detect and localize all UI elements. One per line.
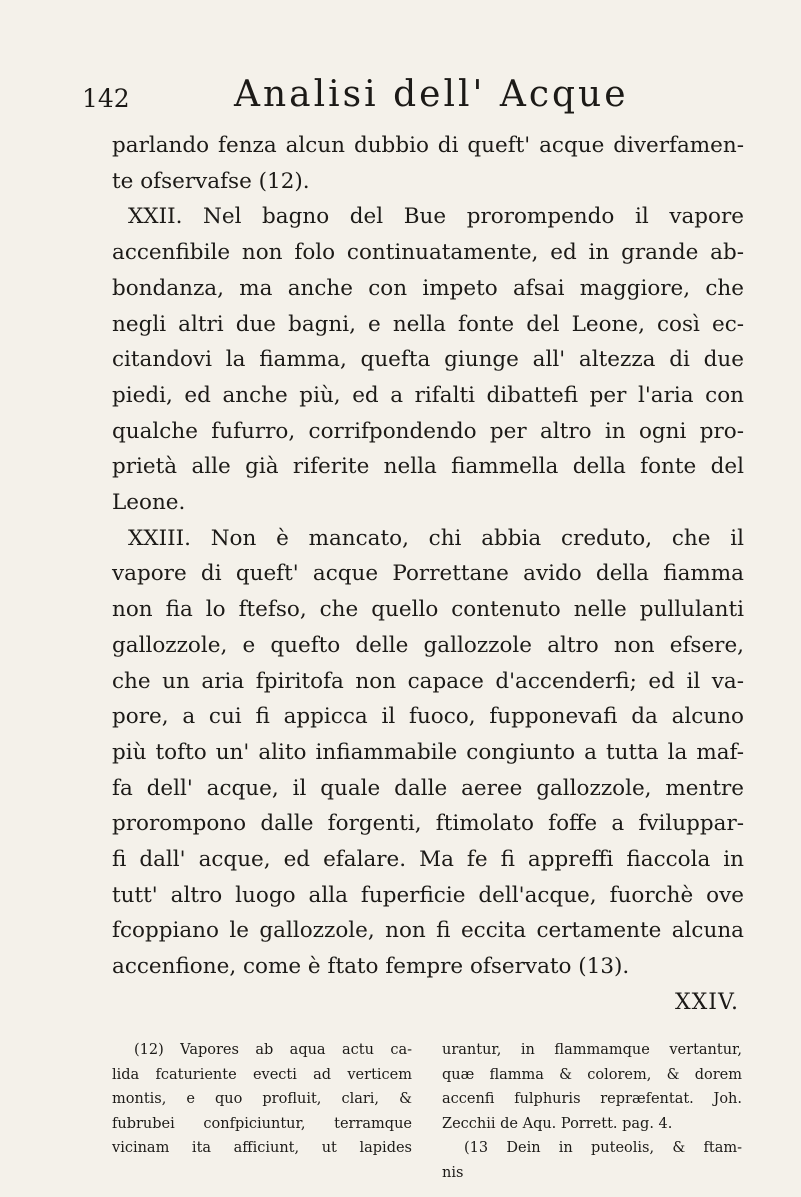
text-line: gallozzole, e quefto delle gallozzole altro non efsere, xyxy=(112,632,744,658)
text-line: qualche fufurro, corrifpondendo per altro in ogni pro- xyxy=(112,418,744,444)
text-line: parlando fenza alcun dubbio di queft' acque diverfamen- xyxy=(112,133,744,158)
text-line: tutt' altro luogo alla fuperficie dell'acque, fuorchè ove xyxy=(112,882,744,908)
text-line: piedi, ed anche più, ed a rifalti dibattefi per l'aria con xyxy=(112,382,744,408)
text-line: fcoppiano le gallozzole, non fi eccita certamente alcuna xyxy=(112,918,744,944)
text-line: citandovi la fiamma, quefta giunge all' altezza di due xyxy=(112,347,744,373)
text-line: vapore di queft' acque Porrettane avido della fiamma xyxy=(112,561,744,587)
running-title: Analisi dell' Acque xyxy=(234,74,629,115)
text-line: più tofto un' alito infiammabile congiunto a tutta la maf- xyxy=(112,739,744,765)
footnote-line: nis xyxy=(442,1164,464,1181)
text-line: che un aria fpiritofa non capace d'accenderfi; ed il va- xyxy=(112,668,744,694)
text-line: Leone. xyxy=(112,490,186,516)
text-line: accenfibile non folo continuatamente, ed in grande ab- xyxy=(112,240,744,266)
catchword: XXIV. xyxy=(674,990,739,1015)
footnote-line: Zecchii de Aqu. Porrett. pag. 4. xyxy=(442,1115,673,1132)
main-text xyxy=(112,128,744,985)
section-xxii-start: XXII. Nel bagno del Bue prorompendo il vapore xyxy=(128,204,744,230)
footnote-column-left xyxy=(112,1038,412,1161)
text-line: accenfione, come è ftato fempre ofservato (13). xyxy=(112,954,630,980)
page-number: 142 xyxy=(82,84,130,113)
section-xxiii-start: XXIII. Non è mancato, chi abbia creduto, che il xyxy=(128,525,744,551)
text-line: prorompono dalle forgenti, ftimolato foffe a fviluppar- xyxy=(112,811,744,837)
text-line: pore, a cui fi appicca il fuoco, fupponevafi da alcuno xyxy=(112,704,744,730)
text-line: non fia lo ftefso, che quello contenuto nelle pullulanti xyxy=(112,597,744,623)
footnote-line: lida fcaturiente evecti ad verticem xyxy=(112,1066,412,1083)
footnote-line: (12) Vapores ab aqua actu ca- xyxy=(134,1042,412,1058)
text-line: bondanza, ma anche con impeto afsai maggiore, che xyxy=(112,275,744,301)
text-line: negli altri due bagni, e nella fonte del Leone, così ec- xyxy=(112,311,744,337)
footnote-line: vicinam ita afficiunt, ut lapides xyxy=(112,1140,412,1157)
footnote-line: fubrubei confpiciuntur, terramque xyxy=(112,1115,412,1132)
footnote-line: (13 Dein in puteolis, & ftam- xyxy=(464,1140,742,1157)
footnote-line: quæ flamma & colorem, & dorem xyxy=(442,1066,742,1083)
footnote-line: urantur, in flammamque vertantur, xyxy=(442,1042,742,1058)
text-line: fi dall' acque, ed efalare. Ma fe fi appreffi fiaccola in xyxy=(112,847,744,873)
footnote-line: accenfi fulphuris repræfentat. Joh. xyxy=(442,1091,742,1108)
footnote-line: montis, e quo profluit, clari, & xyxy=(112,1091,412,1108)
footnote-column-right xyxy=(442,1038,742,1186)
text-line: prietà alle già riferite nella fiammella della fonte del xyxy=(112,454,744,480)
text-line: te ofservafse (12). xyxy=(112,168,310,194)
text-line: fa dell' acque, il quale dalle aeree gallozzole, mentre xyxy=(112,775,744,801)
page-header xyxy=(82,74,722,120)
